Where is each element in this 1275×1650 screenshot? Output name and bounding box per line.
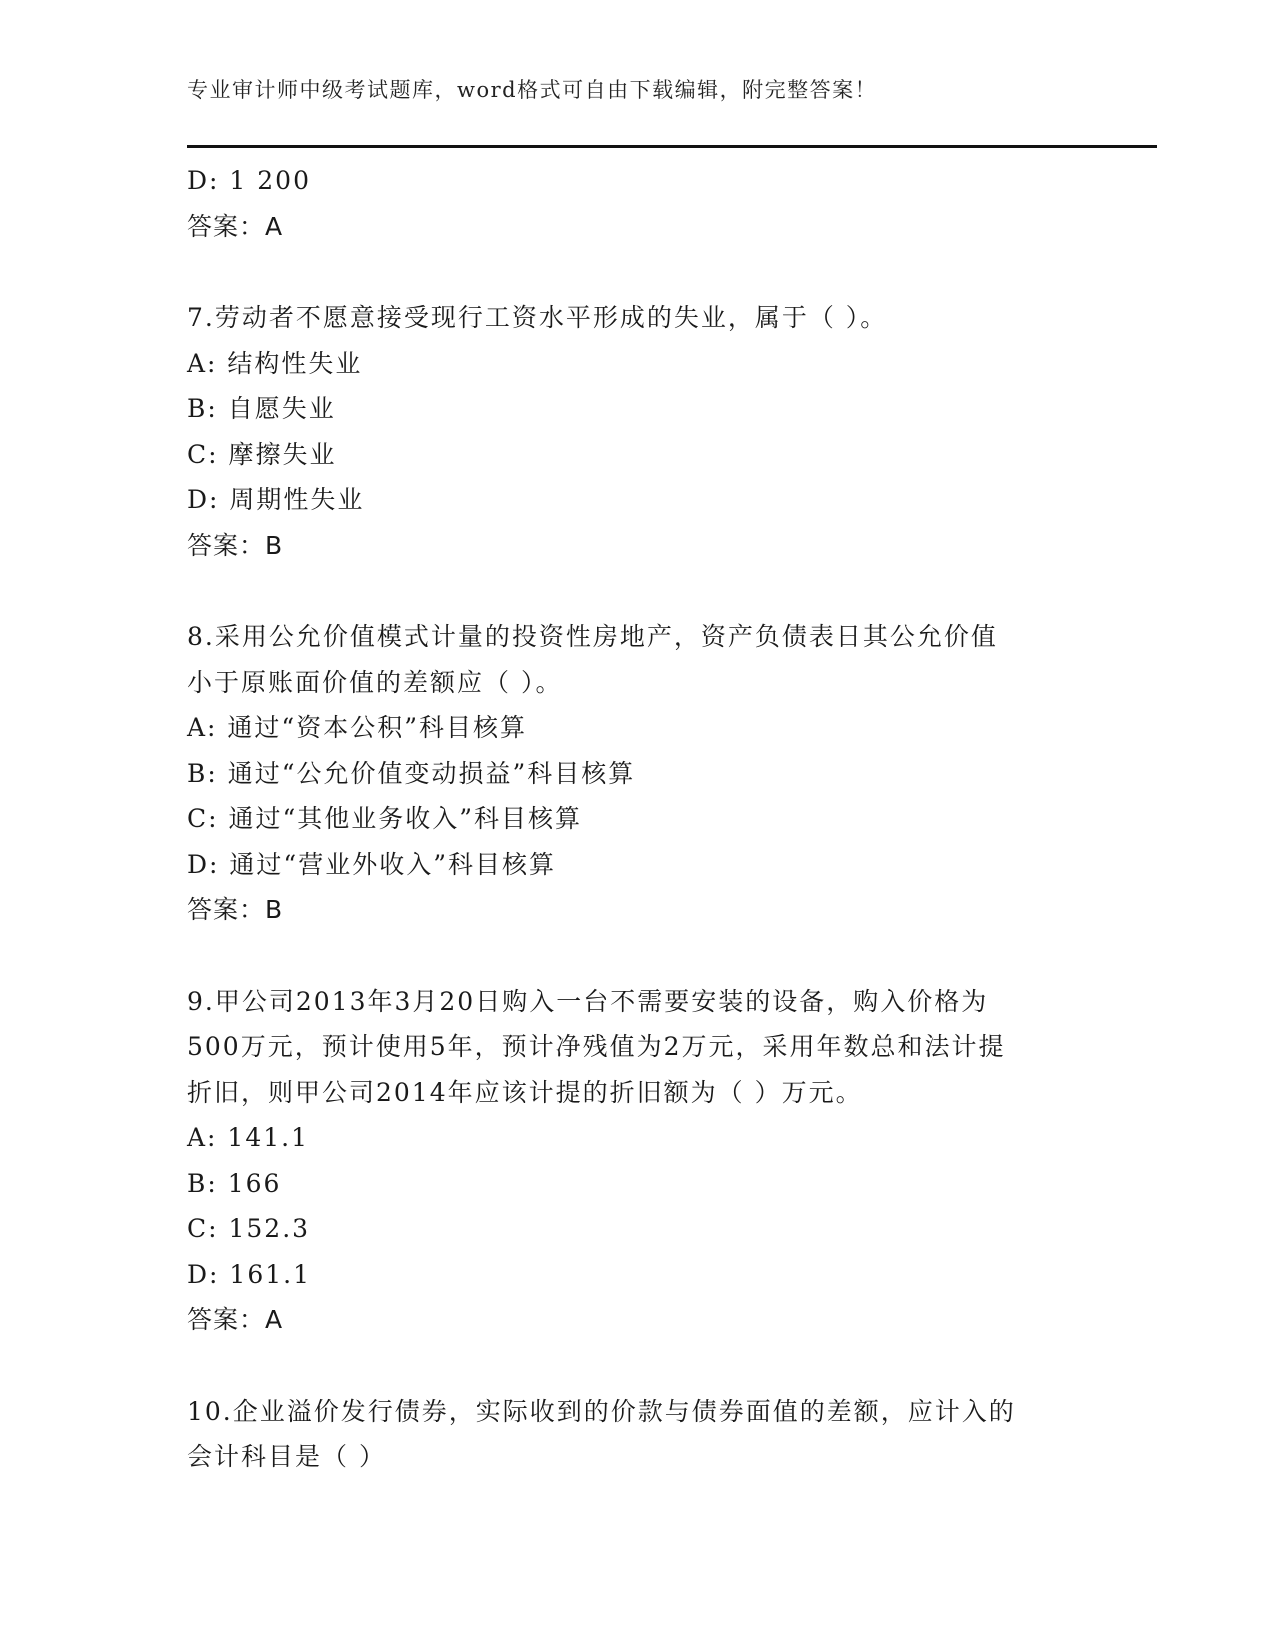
spacer (187, 249, 1087, 295)
option-c: C: 摩擦失业 (187, 439, 337, 469)
question-7 (187, 295, 1087, 568)
question-8 (187, 614, 1087, 933)
page-header: 专业审计师中级考试题库，word格式可自由下载编辑，附完整答案！ (187, 78, 878, 102)
option-a: A: 通过“资本公积”科目核算 (187, 713, 527, 742)
question-9 (187, 979, 1087, 1343)
question-10 (187, 1389, 1087, 1480)
question-stem: 7.劳动者不愿意接受现行工资水平形成的失业，属于（ ）。 (187, 303, 888, 332)
answer: 答案：A (187, 1305, 284, 1334)
option-c: C: 通过“其他业务收入”科目核算 (187, 804, 583, 833)
option-a: A: 结构性失业 (187, 348, 363, 378)
question-stem: 会计科目是（ ） (187, 1442, 386, 1471)
header-divider (187, 145, 1157, 148)
option-d: D: 通过“营业外收入”科目核算 (187, 849, 556, 879)
option-a: A: 141.1 (187, 1123, 309, 1152)
question-stem: 9.甲公司2013年3月20日购入一台不需要安装的设备，购入价格为 (187, 986, 989, 1016)
question-stem: 折旧，则甲公司2014年应该计提的折旧额为（ ）万元。 (187, 1077, 863, 1107)
spacer (187, 1343, 1087, 1389)
spacer (187, 933, 1087, 979)
question-stem: 8.采用公允价值模式计量的投资性房地产，资产负债表日其公允价值 (187, 622, 998, 651)
option-c: C: 152.3 (187, 1214, 311, 1243)
option-d: D: 周期性失业 (187, 485, 365, 514)
question-stem: 10.企业溢价发行债券，实际收到的价款与债券面值的差额，应计入的 (187, 1396, 1016, 1426)
option-b: B: 通过“公允价值变动损益”科目核算 (187, 758, 636, 788)
spacer (187, 568, 1087, 614)
prev-answer: 答案：A (187, 211, 284, 241)
question-stem: 小于原账面价值的差额应（ ）。 (187, 667, 563, 697)
question-stem: 500万元，预计使用5年，预计净残值为2万元，采用年数总和法计提 (187, 1032, 1006, 1061)
option-b: B: 自愿失业 (187, 394, 336, 423)
option-d: D: 161.1 (187, 1259, 311, 1289)
question-content (187, 158, 1087, 1480)
answer: 答案：B (187, 530, 284, 560)
answer: 答案：B (187, 895, 284, 924)
option-b: B: 166 (187, 1168, 282, 1198)
prev-option-d: D: 1 200 (187, 166, 311, 195)
